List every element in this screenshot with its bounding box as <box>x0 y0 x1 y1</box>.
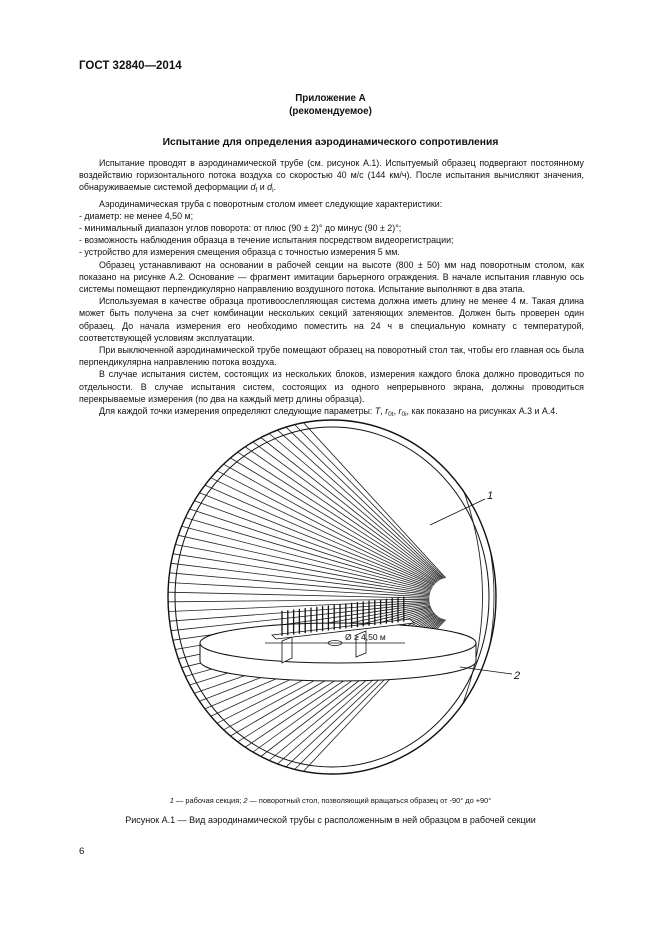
section-line <box>304 423 446 578</box>
section-line <box>278 430 443 579</box>
section-title: Испытание для определения аэродинамического сопротивления <box>162 137 499 148</box>
appendix-status: (рекомендуемое) <box>289 106 372 117</box>
svg-text:2: 2 <box>514 670 520 682</box>
svg-text:1: 1 <box>487 490 494 502</box>
section-line <box>217 471 435 584</box>
section-line <box>194 501 432 587</box>
wind-tunnel-figure <box>160 411 520 791</box>
section-line <box>295 425 445 578</box>
list-item: - диаметр: не менее 4,50 м; <box>79 210 194 221</box>
section-line <box>245 447 438 581</box>
page-number: 6 <box>79 846 85 857</box>
section-line <box>168 599 429 602</box>
section-line <box>205 485 434 585</box>
list-item: - возможность наблюдения образца в течение испытания посредством видеорегистрации; <box>79 235 454 246</box>
section-line <box>286 427 444 578</box>
appendix-title: Приложение А <box>295 93 366 104</box>
paragraph-4: Используемая в качестве образца противоослепляющая система должна иметь длину не менее 4 м. Такая длина может быть получена за счет комбинации нескольких секций затеняющих элементов. Должен быть проверен один образец. До начала измерения его необходимо поместить на 24 ч в специальную комнату с температурой, соответствующей условиям эксплуатации. <box>79 296 584 343</box>
paragraph-3: Образец устанавливают на основании в рабочей секции на высоте (800 ± 50) мм над поворотным столом, как показано на рисунке А.2. Основание — фрагмент имитации барьерного ограждения. В начале испытания главную ось системы помещают перпендикулярно направлению воздушного потока. Испытание выполняют в два этапа. <box>79 259 584 295</box>
paragraph-5: При выключенной аэродинамической трубе помещают образец на поворотный стол так, чтобы его главная ось была перпендикулярна направлению потока воздуха. <box>79 345 584 368</box>
section-line <box>178 535 430 591</box>
paragraph-1: Испытание проводят в аэродинамической трубе (см. рисунок А.1). Испытуемый образец подвергают постоянному воздействию горизонтального потока воздуха со скоростью 40 м/с (144 км/ч). После испытания вычисляют значения, обнаруживаемые системой деформации $d_f$ и $d_i$. <box>79 158 584 195</box>
tunnel-outer-ring <box>168 420 496 774</box>
section-line <box>224 464 436 583</box>
list-item: - минимальный диапазон углов поворота: от плюс (90 ± 2)° до минус (90 ± 2)°; <box>79 223 402 234</box>
paragraph-6: В случае испытания систем, состоящих из нескольких блоков, измерения каждого блока должно проводиться по отдельности. В случае испытания систем, состоящих из одного непрерывного экрана, должны проводиться перекрываемые измерения (по два на каждый метр длины образца). <box>79 369 584 404</box>
document-header-code: ГОСТ 32840—2014 <box>79 60 182 72</box>
section-line <box>269 434 441 580</box>
section-line <box>190 509 432 588</box>
figure-legend: 1 — рабочая секция; 2 — поворотный стол, позволяющий вращаться образец от -90° до +90° <box>169 796 492 805</box>
section-line <box>261 438 441 580</box>
wind-tunnel-drawing <box>160 411 520 786</box>
diameter-label: Ø ≥ 4,50 м <box>345 632 386 642</box>
body-text <box>79 157 584 421</box>
figure-caption: Рисунок А.1 — Вид аэродинамической трубы с расположенным в ней образцом в рабочей секции <box>125 815 536 825</box>
list-item: - устройство для измерения смещения образца с точностью измерения 5 мм. <box>79 247 400 258</box>
section-line <box>231 458 437 582</box>
paragraph-7: Для каждой точки измерения определяют следующие параметры: T, $r_{0t}$, $r_{0i}$, как показано на рисунках А.3 и А.4. <box>99 406 558 419</box>
paragraph-2: Аэродинамическая труба с поворотным столом имеет следующие характеристики: <box>99 198 443 209</box>
section-line <box>173 554 430 594</box>
